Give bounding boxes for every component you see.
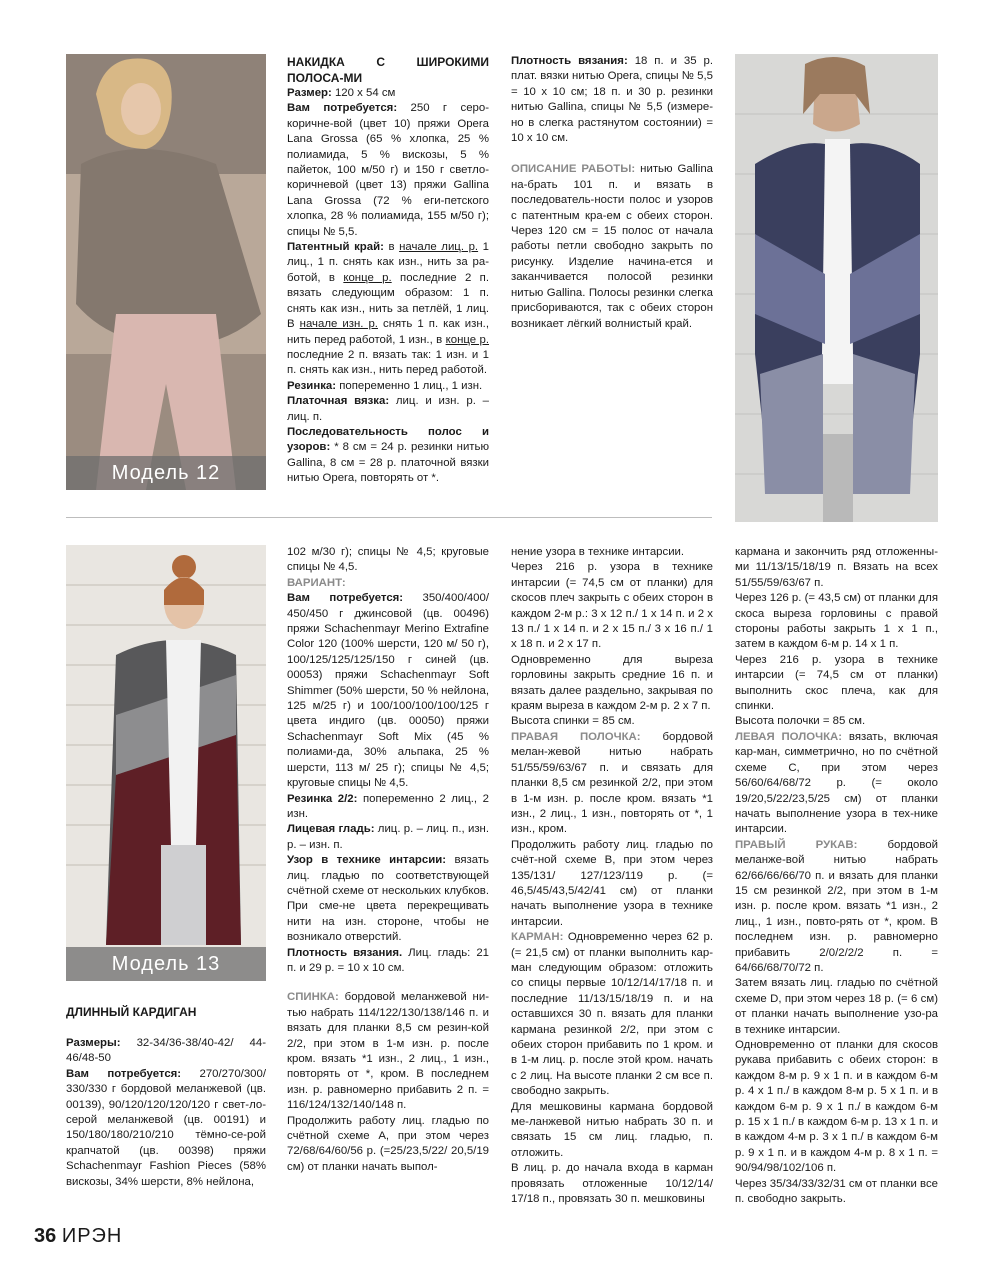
model-13-title: ДЛИННЫЙ КАРДИГАН [66, 1005, 197, 1019]
front-shoulder: Через 216 р. узора в технике интарсии (= 74,5 см от планки) выполнить скос плеча, как для спинки. [735, 653, 938, 713]
pocket-label: КАРМАН: [511, 931, 564, 944]
edge-text: 1 лиц., 1 п. снять как изн., нить за ра-ботой, в [287, 241, 489, 284]
stockinette-label: Лицевая гладь: [287, 823, 375, 836]
front-neckline: Через 126 р. (= 43,5 см) от планки для скоса выреза горловины с правой стороны работы закрыть 1 х 1 п., затем в каждом 6-м р. 14 х 1 п. [735, 592, 938, 651]
sleeve-pattern: Затем вязать лиц. гладью по счётной схеме D, при этом через 18 р. (= 6 см) от планки начать выполнение узо-ра в технике интарсии. [735, 977, 938, 1036]
edge-underline: конце р. [445, 333, 489, 346]
sleeve-increases: Одновременно от планки для скосов рукава прибавить с обеих сторон: в каждом 8-м р. 9 х 1 п. и в каждом 6-м р. 4 х 1 п./ в каждом 8-м р. 5 х 1 п. и в каждом 6-м р. 9 х 1 п./ в каждом 6-м р. 15 х 1 п./ в каждом 6-м р. 13 х 1 п. и в каждом 4-м р. 3 х 1 п./ в каждом 6-м р. 9 х 1 п. и в каждом 4-м р. 8 х 1 п. = 90/94/98/102/106 п. [735, 1039, 938, 1175]
pocket-value: Одновременно через 62 р. (= 21,5 см) от планки выполнить кар-ман следующим образом: отложить со спицы первые 10/12/14/17/18 п. и последние 11/13/15/18/19 п. и на оставшихся 30 п. вязать для планки кармана резинкой 2/2, при этом с обеих сторон прибавить по 1 кром. и в 1-м лиц. р. после этой кром. начать с 2 лиц. На высоте планки 2 см все п. свободно закрыть. [511, 931, 713, 1098]
rib-label: Резинка 2/2: [287, 792, 358, 805]
model-13-column-2 [287, 545, 489, 1175]
materials-continued: 102 м/30 г); спицы № 4,5; круговые спицы № 4,5. [287, 546, 489, 574]
model-13-column-4 [735, 545, 938, 1207]
sleeve-bindoff: Через 35/34/33/32/31 см от планки все п. свободно закрыть. [735, 1177, 938, 1206]
model-13-column-1 [66, 1004, 266, 1190]
edge-underline: конце р. [343, 271, 392, 284]
rib-value: попеременно 1 лиц., 1 изн. [336, 379, 483, 392]
density-value: Лиц. гладь: 21 п. и 29 р. = 10 х 10 см. [287, 946, 489, 974]
pocket-join: В лиц. р. до начала входа в карман провязать отложенные 10/12/14/ 17/18 п., провязать 30 п. мешковины [511, 1162, 713, 1206]
pocket-continued: кармана и закончить ряд отложенны-ми 11/13/15/18/19 п. Вязать на всех 51/55/59/63/67 п. [735, 546, 938, 589]
materials-value: 270/270/300/ 330/330 г бордовой меланжевой (цв. 00139), 90/120/120/120/120 г свет-ло-серой меланжевой (цв. 00191) и 150/180/180/210/210 тёмно-се-рой крапчатой (цв. 00398) пряжи Schachenmayr Fashion Pieces (58% вискозы, 34% шерсти, 8% нейлона, [66, 1067, 266, 1188]
model-12-label: Модель 12 [66, 456, 266, 490]
edge-text: последние 2 п. вязать так: 1 изн. и 1 п. снять как изн., нить перед работой. [287, 348, 489, 377]
model-13-photo [66, 545, 266, 981]
page-footer [34, 1224, 122, 1248]
pocket-lining: Для мешковины кармана бордовой ме-ланжевой нитью набрать 30 п. и связать 15 см лиц. гладью, п. отложить. [511, 1100, 713, 1159]
sizes-value: 32-34/36-38/40-42/ 44-46/48-50 [66, 1037, 266, 1065]
intarsia-continued: нение узора в технике интарсии. [511, 546, 685, 558]
back-height: Высота спинки = 85 см. [511, 715, 635, 728]
sequence-value: * 8 см = 24 р. резинки нитью Gallina, 8 см = 28 р. платочной вязки нитью Opera, повторять от *. [287, 441, 489, 485]
model-13-column-3 [511, 545, 713, 1207]
edge-text: последние 2 п. вязать следующим образом: 1 п. снять как изн., нить за петлёй, 1 лиц. В [287, 271, 489, 331]
edge-underline: начале изн. р. [299, 318, 378, 331]
front-height: Высота полочки = 85 см. [735, 715, 866, 728]
section-divider [66, 517, 712, 518]
materials-label: Вам потребуется: [66, 1067, 182, 1080]
variant-materials-value: 350/400/400/ 450/450 г джинсовой (цв. 00496) пряжи Schachenmayr Merino Extrafine Color 120 (100% шерсти, 120 м/ 50 г), 100/125/125/125/150 г синей (цв. 00053) пряжи Schachenmayr Soft Shimmer (50% шерсти, 50 % нейлона, 125 м/25 г) и 100/100/100/100/125 г цвета индиго (цв. 00050) пряжи Schachenmayr Soft Mix (45 % полиами-да, 30% альпака, 25 % шерсти, 113 м/ 25 г); спицы № 4,5; круговые спицы № 4,5. [287, 592, 489, 790]
rib-value: попеременно 2 лиц., 2 изн. [287, 792, 489, 820]
left-front-label: ЛЕВАЯ ПОЛОЧКА: [735, 730, 843, 743]
size-label: Размер: [287, 87, 332, 99]
right-front-label: ПРАВАЯ ПОЛОЧКА: [511, 730, 641, 743]
size-value: 120 х 54 см [331, 87, 396, 99]
stockinette-value: лиц. р. – лиц. п., изн. р. – изн. п. [287, 823, 489, 851]
shoulder-shaping: Через 216 р. узора в технике интарсии (= 74,5 см от планки) для скосов плеч закрыть с обеих сторон в каждом 2-м р.: 3 х 12 п./ 1 х 14 п. и 2 х 13 п./ 1 х 14 п. и 2 х 15 п./ 3 х 16 п./ 1 х 18 п. и 2 х 17 п. [511, 561, 713, 651]
intarsia-label: Узор в технике интарсии: [287, 854, 447, 867]
garter-value: лиц. и изн. р. – лиц. п. [287, 395, 489, 423]
model-12-title: НАКИДКА С ШИРОКИМИ ПОЛОСА-МИ [287, 55, 489, 85]
model-12-column-1 [287, 54, 489, 487]
garter-label: Платочная вязка: [287, 395, 390, 408]
page-number: 36 [34, 1225, 57, 1247]
back-label: СПИНКА: [287, 991, 339, 1004]
right-front-continued: Продолжить работу лиц. гладью по счёт-ной схеме B, при этом через 135/131/ 127/123/119 р. (= 46,5/45/43,5/42/41 см) от планки начать выполнение узора в технике интарсии. [511, 838, 713, 928]
edge-text: в [383, 241, 400, 254]
edge-label: Патентный край: [287, 241, 384, 254]
right-sleeve-value: бордовой меланже-вой нитью набрать 62/66/66/66/70 п. и вязать для планки 15 см резинкой 2/2, при этом в 1-м изн. р. после кром. вязать *1 изн., 2 лиц., 1 изн., повто-рять от *, кром. В последнем изн. р. равномерно прибавить 2/0/2/2/2 п. = 64/66/68/70/72 п. [735, 838, 939, 974]
left-front-value: вязать, включая кар-ман, симметрично, но по счётной схеме C, при этом через 56/60/64/68/72 р. (= около 19/20,5/22/23,5/25 см) от планки начать выполнение узора в тех-нике интарсии. [735, 730, 938, 836]
sequence-label: Последовательность полос и узоров: [287, 425, 489, 454]
rib-label: Резинка: [287, 379, 337, 392]
edge-text: снять 1 п. как изн., нить перед работой, 1 изн., в [287, 318, 490, 346]
model-12-column-2 [511, 54, 713, 332]
materials-value: 250 г серо-коричне-вой (цвет 10) пряжи Opera Lana Grossa (65 % хлопка, 25 % полиамида, 5 % вискозы, 5 % пайеток, 100 м/50 г) и 150 г светло-коричневой (цвет 13) пряжи Gallina Lana Grossa (72 % еги-петского хлопка, 28 % полиамида, 155 м/50 г); спицы № 5,5. [287, 102, 489, 238]
density-label: Плотность вязания: [511, 55, 628, 67]
neckline-shaping: Одновременно для выреза горловины закрыть средние 16 п. и вязать далее раздельно, закрывая по краям выреза в каждом 2-м р. 2 х 7 п. [511, 653, 713, 713]
density-label: Плотность вязания. [287, 946, 403, 959]
materials-label: Вам потребуется: [287, 102, 398, 115]
edge-underline: начале лиц. р. [399, 241, 479, 254]
model-12-cardigan-photo [735, 54, 938, 522]
back-value: бордовой меланжевой ни-тью набрать 114/122/130/138/146 п. и вязать для планки 8,5 см резин-кой 2/2, при этом в 1-м изн. р. после кром. вязать *1 изн., 2 лиц., 1 изн., повторять от *, кром. В последнем изн. р. равномерно прибавить 2 п. = 116/124/132/140/148 п. [287, 991, 489, 1112]
variant-label: ВАРИАНТ: [287, 576, 346, 589]
sizes-label: Размеры: [66, 1037, 121, 1049]
variant-materials-label: Вам потребуется: [287, 592, 404, 605]
right-front-value: бордовой мелан-жевой нитью набрать 51/55/59/63/67 п. и связать для планки 8,5 см резинкой 2/2, при этом в 1-м изн. р. после кром. вязать *1 изн., 2 лиц., 1 изн., повторять от *, 1 изн., кром. [511, 730, 713, 836]
intarsia-value: вязать лиц. гладью по соответствующей счётной схеме от нескольких клубков. При сме-не цвета перекрещивать нити на изн. стороне, чтобы не возникало отверстий. [287, 854, 489, 944]
description-value: нитью Gallina на-брать 101 п. и вязать в последователь-ности полос и узоров с патентным кра-ем с обеих сторон. Через 120 см = 15 полос от начала работы петли свободно закрыть по рисунку. Изделие начина-ется и заканчивается полосой резинки нитью Gallina. Полосы резинки слегка присбориваются, так с обеих сторон возникает лёгкий волнистый край. [511, 163, 713, 330]
back-continued: Продолжить работу лиц. гладью по счётной схеме A, при этом через 72/68/64/60/56 р. (=25/23,5/22/ 20,5/19 см) от планки начать выпол- [287, 1114, 489, 1173]
right-sleeve-label: ПРАВЫЙ РУКАВ: [735, 838, 858, 851]
density-value: 18 п. и 35 р. плат. вязки нитью Opera, спицы № 5,5 = 10 х 10 см; 18 п. и 30 р. резинки нитью Gallina, спицы № 5,5 (измере-но в слегка растянутом состоянии) = 10 х 10 см. [511, 55, 714, 145]
magazine-name: ИРЭН [61, 1225, 123, 1247]
model-13-label: Модель 13 [66, 947, 266, 981]
model-12-photo [66, 54, 266, 490]
description-label: ОПИСАНИЕ РАБОТЫ: [511, 163, 636, 176]
